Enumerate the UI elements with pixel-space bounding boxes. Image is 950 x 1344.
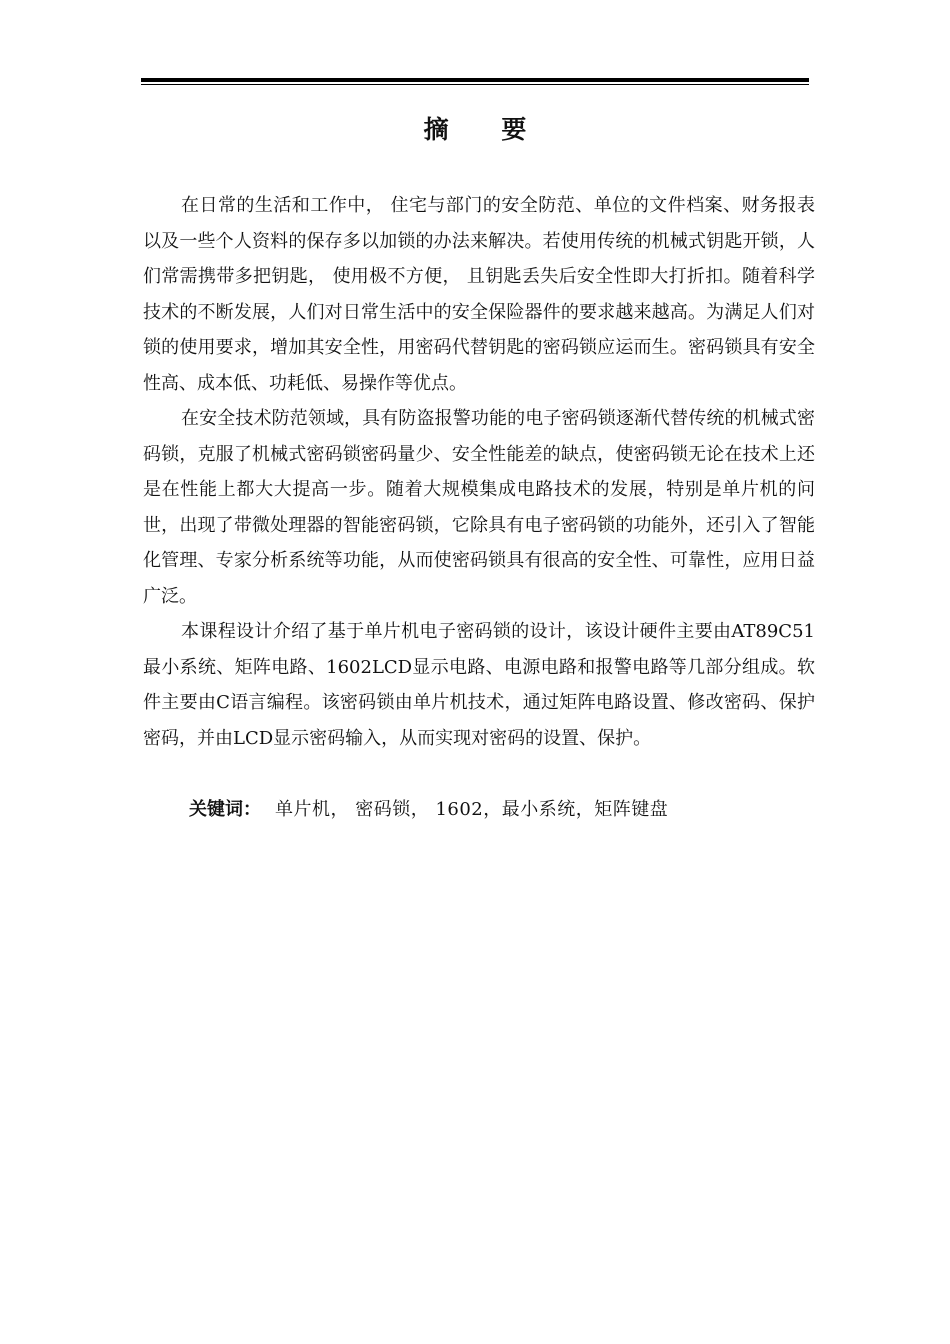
header-rule-thick	[141, 78, 809, 82]
keywords-label: 关键词：	[189, 799, 261, 820]
abstract-body	[143, 188, 815, 756]
abstract-paragraph-3: 本课程设计介绍了基于单片机电子密码锁的设计，该设计硬件主要由AT89C51最小系统、矩阵电路、1602LCD显示电路、电源电路和报警电路等几部分组成。软件主要由C语言编程。该密码锁由单片机技术，通过矩阵电路设置、修改密码、保护密码，并由LCD显示密码输入，从而实现对密码的设置、保护。	[143, 621, 815, 749]
header-rule-thin	[141, 84, 809, 85]
abstract-paragraph-1: 在日常的生活和工作中， 住宅与部门的安全防范、单位的文件档案、财务报表以及一些个人资料的保存多以加锁的办法来解决。若使用传统的机械式钥匙开锁，人们常需携带多把钥匙， 使用极不方便， 且钥匙丢失后安全性即大打折扣。随着科学技术的不断发展，人们对日常生活中的安全保险器件的要求越来越高。为满足人们对锁的使用要求，增加其安全性，用密码代替钥匙的密码锁应运而生。密码锁具有安全性高、成本低、功耗低、易操作等优点。	[143, 195, 815, 394]
keywords-text: 单片机， 密码锁， 1602，最小系统，矩阵键盘	[275, 799, 669, 820]
abstract-paragraph-2: 在安全技术防范领域，具有防盗报警功能的电子密码锁逐渐代替传统的机械式密码锁，克服了机械式密码锁密码量少、安全性能差的缺点，使密码锁无论在技术上还是在性能上都大大提高一步。随着大规模集成电路技术的发展，特别是单片机的问世，出现了带微处理器的智能密码锁，它除具有电子密码锁的功能外，还引入了智能化管理、专家分析系统等功能，从而使密码锁具有很高的安全性、可靠性，应用日益广泛。	[143, 408, 815, 607]
abstract-title: 摘 要	[423, 115, 549, 144]
keywords-line	[189, 793, 668, 827]
